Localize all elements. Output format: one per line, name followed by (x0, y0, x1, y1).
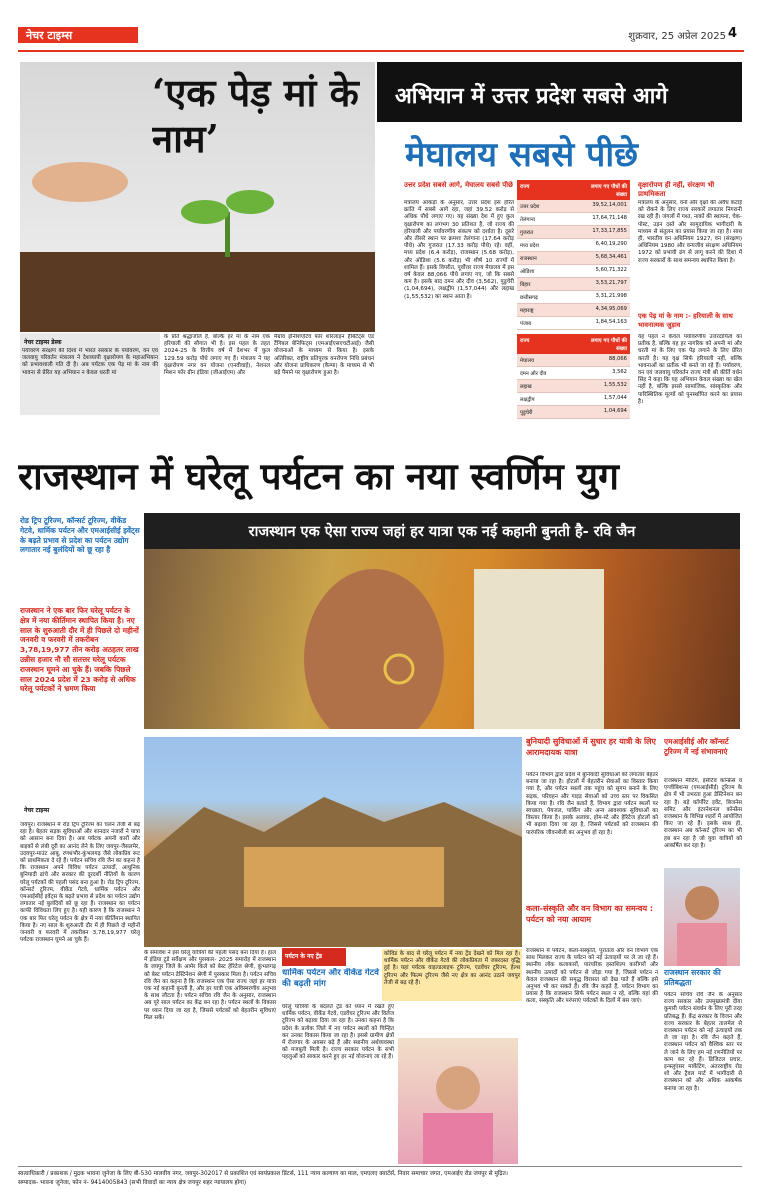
plant-count: 17,64,71,148 (592, 215, 627, 221)
table-row (517, 304, 630, 317)
table-header: राज्य लगाए गए पौधों की संख्या (517, 180, 630, 200)
plantation-table (517, 180, 630, 428)
plant-count: 3,53,21,797 (595, 280, 627, 286)
table-top-rows (517, 200, 630, 330)
table-row (517, 354, 630, 367)
plant-count: 4,34,95,069 (595, 306, 627, 312)
plant-count: 1,57,044 (603, 395, 627, 401)
table-bottom-rows (517, 354, 630, 419)
table-header-bottom: राज्य लगाए गए पौधों की संख्या (517, 334, 630, 354)
story2-gov: पर्यटन सचिव रवि जैन के अनुसार राज्य सरकार और उपमुख्यमंत्री दीया कुमारी पर्यटन संवर्धन के लिए पूरी तरह प्रतिबद्ध हैं। केंद्र सरकार के विजन और राज्य सरकार के बेहतर तालमेल से राजस्थान पर्यटन को नई ऊंचाइयों तक ले जा रहा है। रवि जैन कहते हैं, राजस्थान पर्यटन को वैश्विक स्तर पर ले जाने के लिए हम नई रणनीतियों पर काम कर रहे हैं। डिजिटल प्रचार, इन्फ्लुएंसर मार्केटिंग, अंतरराष्ट्रीय रोड शो और ट्रैवल मार्ट में भागीदारी से राजस्थान को और अधिक आकर्षक बनाया जा रहा है। (664, 992, 742, 1092)
story2-col-c: घरेलू यात्रियों के बदलते ट्रेंड को ध्यान में रखते हुए धार्मिक पर्यटन, वीकेंड गेटवे, एडवेंचर टूरिज्म और विलेज टूरिज्म को बढ़ावा दिया जा रहा है। उनका कहना है कि प्रदेश के प्रत्येक जिले में नए पर्यटन स्थलों को चिन्हित कर उनका विकास किया जा रहा है। इससे ग्रामीण क्षेत्रों में रोजगार के अवसर बढ़े हैं और स्थानीय अर्थव्यवस्था को मजबूती मिली है। राज्य सरकार पर्यटन के सभी पहलुओं को साकार करने हुए हर नई योजनाएं ला रहे हैं। (282, 1004, 394, 1061)
state-name: मेघालय (520, 358, 535, 364)
footer-imprint: स्वत्वाधिकारी / प्रकाशक / मुद्रक भावना जुनेजा के लिए बी-530 मालवीय नगर, जयपुर-302017 से प्रकाशित एवं स्वयंप्रकाश प्रिंटर्स, 111 न्याय कल्याण का माल, एमएलए क्वार्टर्स, निवार समाचार जगत, एमआईए रोड जयपुर से मुद्रित। (18, 1171, 508, 1177)
sub-art: कला-संस्कृति और वन विभाग का समन्वय : पर्यटन को नया आयाम (526, 904, 654, 924)
state-name: पुडुचेरी (520, 410, 533, 416)
footer-editor: सम्पादक- भावना जुनेजा, फोन नं- 9414005843 (सभी विवादों का न्याय क्षेत्र जयपुर शहर न्यायालय होगा) (18, 1180, 247, 1186)
table-row (517, 406, 630, 419)
brand-logo: नेचर टाइम्स (18, 27, 138, 43)
story1-col3: मैंग्रोव इनिशिएटिव फॉर शोरलाइन हैबिटैट्स एंड टैंगिबल बेनिफिट्स (एमआईएसएचटीआई) जैसी योजनाओं के माध्यम से किया है। इसके अतिरिक्त, राष्ट्रीय प्रतिपूरक वनरोपण निधि प्रबंधन और योजना प्राधिकरण (कैम्पा) के माध्यम से भी बड़े पैमाने पर वृक्षारोपण हुआ है। (274, 334, 374, 377)
masthead-rule (18, 50, 744, 52)
headline-ek-ped: ‘एक पेड़ मां के नाम’ (152, 70, 359, 161)
story1-right2: यह पहल न केवल पर्यावरणीय उत्तरदायित्व का प्रतीक है, बल्कि यह हर नागरिक को अपनी मां और धरती मां के लिए एक पेड़ लगाने के लिए प्रेरित करती है। यह वृक्ष सिर्फ हरियाली नहीं, बल्कि भावनाओं का प्रतीक भी बनते जा रहे हैं। पर्यावरण, वन एवं जलवायु परिवर्तन राज्य मंत्री श्री कीर्ति वर्धन सिंह ने कहा कि यह अभियान केवल संख्या का खेल नहीं है, बल्कि इससे सामाजिक, सांस्कृतिक और पारिस्थितिक मूल्यों को पुनर्स्थापित करने का प्रयास है। (638, 334, 742, 405)
byline-2: नेचर टाइम्स (24, 807, 50, 814)
plant-count: 88,066 (608, 356, 627, 362)
table-row (517, 291, 630, 304)
amer-fort-photo (144, 737, 522, 947)
sub-mice: एमआईसीई और कॉन्सर्ट टूरिज्म में नई संभावनाएं (664, 737, 729, 756)
headline-up-aage: अभियान में उत्तर प्रदेश सबसे आगे (377, 62, 742, 122)
plant-count: 1,04,694 (603, 408, 627, 414)
story2-col-b: के समावेश ने इसे घरेलू यात्रियों की पहली पसंद बना दिया है। हाल में इंडिया टुडे सर्वेक्षण और पुरस्कार- 2025 समारोह में राजस्थान के जयपुर जिले के आमेर किले को बेस्ट हेरिटेज श्रेणी, कुंभलगढ़ को बेस्ट पर्यटन डेस्टिनेशन श्रेणी में पुरस्कार मिला है। पर्यटन सचिव रवि जैन का कहना है कि राजस्थान एक ऐसा राज्य जहां हर यात्रा एक नई कहानी बुनती है, और हर यात्री एक अविस्मरणीय अनुभव के साथ लौटता है। पर्यटन सचिव रवि जैन के अनुसार, राजस्थान अब पूरे साल पर्यटन का केंद्र बन रहा है। पर्यटन स्थलों के विकास पर ध्यान दिया जा रहा है, जिससे पर्यटकों को बेहतरीन सुविधाएं मिल सकें। (144, 950, 276, 1021)
state-name: मध्य प्रदेश (520, 243, 539, 249)
state-name: महाराष्ट्र (520, 308, 534, 314)
state-name: ओडिशा (520, 269, 535, 275)
footer (18, 1166, 742, 1196)
table-row (517, 226, 630, 239)
hand (32, 162, 128, 202)
sub-gov: राजस्थान सरकार की प्रतिबद्धता (664, 968, 721, 987)
state-name: दमन और दीव (520, 371, 547, 377)
banner-quote: राजस्थान एक ऐसा राज्य जहां हर यात्रा एक नई कहानी बुनती है- रवि जैन (144, 513, 740, 549)
religious-label: पर्यटन के नए ट्रेंड (282, 948, 346, 966)
plant-count: 3,31,21,998 (595, 293, 627, 299)
story2-infra: पर्यटन विभाग द्वारा प्रदेश में बुनियादी सुविधाओं को लगातार बेहतर बनाया जा रहा है। होटलों में बेहतरीन सेवाओं का विस्तार किया गया है, और पर्यटन स्थलों तक पहुंच को सुगम बनाने के लिए सड़क, परिवहन और गाइड सेवाओं को उच्च स्तर पर विकसित किया गया है। रवि जैन बताते हैं, विभाग द्वारा पर्यटन स्थलों पर स्वच्छता, पेयजल, पार्किंग और अन्य आवश्यक सुविधाओं का विस्तार किया है। इसके अलावा, होम-स्टे और हेरिटेज होटलों को भी बढ़ावा दिया जा रहा है, जिससे पर्यटकों को राजस्थान की पारंपरिक जीवनशैली का अनुभव हो रहा है। (526, 772, 658, 836)
story1-right1: मंत्रालय के अनुसार, वनों और वृक्षों की अवैध कटाई को रोकने के लिए राज्य सरकारें लगातार निगरानी रख रही हैं। जंगलों में गश्त, नाकों की स्थापना, चेक-पोस्ट, उड़न दस्ते और सामुदायिक भागीदारी के माध्यम से संतुलन का प्रयास किया जा रहा है। साथ ही, भारतीय वन अधिनियम 1927, वन (संरक्षण) अधिनियम 1980 और वन्यजीव संरक्षण अधिनियम 1972 को प्रभावी ढंग से लागू करने की दिशा में राज्य सरकारों के साथ समन्वय स्थापित किया है। (638, 200, 742, 264)
plant-count: 3,562 (612, 369, 627, 375)
diya-illustration (398, 1038, 518, 1164)
red-quote: राजस्थान ने एक बार फिर घरेलू पर्यटन के क्षेत्र में नया कीर्तिमान स्थापित किया है। नए साल के शुरुआती दौर में ही पिछले दो महीनों जनवरी व फरवरी में तकरीबन 3,78,19,977 तीन करोड़ अठहतर लाख उन्नीस हजार नौ सौ सतत्तर घरेलू पर्यटक राजस्थान घूमने आ चुके हैं। जबकि पिछले साल 2024 प्रदेश में 23 करोड़ से अधिक घरेलू पर्यटकों ने भ्रमण किया (20, 606, 139, 694)
story2-col-a: जयपुर। राजस्थान में रोड ट्रिप टूरिज्म का चलन तेजी से बढ़ रहा है। बेहतर सड़क सुविधाओं और शानदार नजारों ने यात्रा को आसान बना दिया है। अब पर्यटक अपनी कारों और बाइकों से लंबी दूरी का आनंद लेने के लिए जयपुर-जैसलमेर, उदयपुर-माउंट आबू, रणथंभौर-कुंभलगढ़ जैसे लोकप्रिय रूट को प्राथमिकता दे रहे हैं। पर्यटन सचिव रवि जैन का कहना है कि राजस्थान अपने विविध पर्यटन उत्पादों, आधुनिक बुनियादी ढांचे और सरकार की दूरदर्शी नीतियों के कारण घरेलू पर्यटकों की पहली पसंद बना हुआ है। रोड ट्रिप टूरिज्म, कॉन्सर्ट टूरिज्म, वीकेंड गेटवे, धार्मिक पर्यटन और एमआईसीई इवेंट्स के बढ़ते प्रभाव से प्रदेश का पर्यटन उद्योग लगातार नई बुलंदियों को छू रहा है। राजस्थान का पर्यटन काफी विविधता लिए हुए है। यही कारण है कि राजस्थान ने एक बार फिर घरेलू पर्यटन के क्षेत्र में नया कीर्तिमान स्थापित किया है। नए साल के शुरुआती दौर में ही पिछले दो महीनों जनवरी व फरवरी में तकरीबन 3,78,19,977 घरेलू पर्यटक राजस्थान घूमने आ चुके हैं। (20, 822, 140, 944)
plant-count: 5,68,34,461 (595, 254, 627, 260)
face (304, 569, 444, 729)
sub-infra: बुनियादी सुविधाओं में सुधार हर यात्री के लिए आरामदायक यात्रा (526, 737, 656, 757)
portrait-shirt (677, 923, 727, 966)
portrait-illustration (664, 868, 740, 966)
table-row (517, 393, 630, 406)
state-name: लक्षद्वीप (520, 397, 535, 403)
table-row (517, 252, 630, 265)
story1-col1: पर्यावरण संरक्षण की दिशा में भारत सरकार के पर्यावरण, वन एवं जलवायु परिवर्तन मंत्रालय ने देशव्यापी वृक्षारोपण के महाअभियान को प्रभावशाली गति दी है। अब पर्यटक एक पेड़ मां के नाम की भावना से प्रेरित यह अभियान न केवल धरती मां (22, 348, 158, 376)
covid-box: कोविड के बाद से घरेलू पर्यटन में नया ट्रेंड देखने को मिल रहा है। धार्मिक पर्यटन और वीकेंड गेटवे की लोकप्रियता में जबरदस्त वृद्धि हुई है। यहां पर्यटक वाइल्डलाइफ टूरिज्म, एडवेंचर टूरिज्म, हेल्थ टूरिज्म और फिल्म टूरिज्म जैसे नए क्षेत्र का आनंद उठाने जयपुर तेजी से बढ़ रहे हैं। (382, 949, 522, 1001)
sprout-leaf-left (181, 200, 229, 224)
table-row (517, 317, 630, 330)
headline-rajasthan: राजस्थान में घरेलू पर्यटन का नया स्वर्णिम युग (18, 455, 619, 498)
diya-saree (423, 1113, 493, 1164)
plant-count: 39,52,14,001 (592, 202, 627, 208)
blue-intro: रोड ट्रिप टूरिज्म, कॉन्सर्ट टूरिज्म, वीकेंड गेटवे, धार्मिक पर्यटन और एमआईसीई इवेंट्स के बढ़ते प्रभाव से प्रदेश का पर्यटन उद्योग लगातार नई बुलंदियों को छू रहा है (20, 516, 140, 555)
sub-right1: वृक्षारोपण ही नहीं, संरक्षण भी प्राथमिकता (638, 181, 715, 198)
sprout-stem (225, 212, 230, 257)
fort-illustration (144, 737, 522, 947)
state-name: बिहार (520, 282, 531, 288)
state-name: उत्तर प्रदेश (520, 204, 540, 210)
plant-count: 1,84,54,163 (595, 319, 627, 325)
table-row (517, 239, 630, 252)
plant-count: 17,33,17,855 (592, 228, 627, 234)
plant-count: 1,55,532 (603, 382, 627, 388)
diya-head (436, 1066, 480, 1110)
hero-illustration (144, 549, 740, 729)
sub-right2: एक पेड़ मां के नाम :- हरियाली के साथ भावनात्मक जुड़ाव (638, 312, 733, 329)
table-row (517, 265, 630, 278)
bangles (474, 569, 604, 729)
byline: नेचर टाइम्स डेस्क (24, 339, 62, 346)
state-name: छत्तीसगढ़ (520, 295, 538, 301)
sub-mid: उत्तर प्रदेश सबसे आगे, मेघालय सबसे पीछे (404, 181, 513, 189)
table-row (517, 213, 630, 226)
fort-walls (244, 847, 444, 907)
state-name: तेलंगाना (520, 217, 535, 223)
issue-date: शुक्रवार, 25 अप्रेल 2025 (628, 31, 726, 42)
plant-count: 5,60,71,322 (595, 267, 627, 273)
story1-mid-col: मंत्रालय आंकड़ों के अनुसार, उत्तर प्रदेश इस हरित क्रांति में सबसे आगे रहा, जहां 39.52 करोड़ से अधिक पौधे लगाए गए। यह संख्या देश में हुए कुल वृक्षारोपण का लगभग 30 प्रतिशत है, जो राज्य की हरियाली और पर्यावरणीय संकल्प को दर्शाता है। दूसरे और तीसरे स्थान पर क्रमशः तेलंगाना (17.64 करोड़ पौधे) और गुजरात (17.33 करोड़ पौधे) रहे। वहीं, मध्य प्रदेश (6.4 करोड़), राजस्थान (5.68 करोड़), और ओडिशा (5.6 करोड़) भी शीर्ष 10 राज्यों में शामिल हैं। इसके विपरीत, पूर्वोत्तर राज्य मेघालय में इस वर्ष केवल 88,066 पौधे लगाए गए, जो कि सबसे कम है। इसके बाद दमन और दीव (3,562), पुडुचेरी (1,04,694), लक्षद्वीप (1,57,044) और लद्दाख (1,55,532) का स्थान आता है। (404, 200, 514, 300)
state-name: गुजरात (520, 230, 534, 236)
ravi-jain-photo (664, 868, 740, 966)
story2-mice: राजस्थान मीटिंग, इंसेंटिव कॉन्फ्रेंस व एग्जीबिशन्स (एमआईसीई) टूरिज्म के क्षेत्र में भी उभरता हुआ डेस्टिनेशन बन रहा है। बड़े कॉर्पोरेट इवेंट, बिजनेस समिट और इंटरनेशनल कॉन्फ्रेंस राजस्थान के विभिन्न शहरों में आयोजित किए जा रहे हैं। इसके साथ ही, राजस्थान अब कॉन्सर्ट टूरिज्म का भी हब बन रहा है जो युवा यात्रियों को आकर्षित कर रहा है। (664, 778, 742, 849)
state-name: लद्दाख (520, 384, 532, 390)
state-name: राजस्थान (520, 256, 537, 262)
table-row (517, 367, 630, 380)
headline-meghalaya: मेघालय सबसे पीछे (405, 135, 639, 175)
sprout-leaf-right (226, 190, 274, 214)
state-name: पंजाब (520, 321, 532, 327)
soil (20, 252, 375, 332)
plant-count: 6,40,19,290 (595, 241, 627, 247)
rajasthani-woman-photo (144, 549, 740, 729)
diya-kumari-photo (398, 1038, 518, 1164)
portrait-head (685, 886, 719, 920)
story1-col2: के प्रति श्रद्धांजलि है, बल्कि हर मां के नाम एक हरियाली की सौगात भी है। इस पहल के तहत 2024-25 के वित्तीय वर्ष में देशभर में कुल 129.59 करोड़ पौधे लगाए गए हैं। मंत्रालय ने यह वृक्षारोपण नगर वन योजना (एनवीवाई), नेशनल मिशन फॉर ग्रीन इंडिया (जीआईएम) और (164, 334, 270, 377)
table-row (517, 278, 630, 291)
table-row (517, 380, 630, 393)
page-number: 4 (728, 26, 738, 41)
table-row (517, 200, 630, 213)
religious-head: धार्मिक पर्यटन और वीकेंड गेटवे की बढ़ती मांग (282, 968, 379, 989)
story2-art: राजस्थान में पर्यटन, कला-संस्कृति, पुरातत्व और वन विभाग एक साथ मिलकर राज्य के पर्यटन को नई ऊंचाइयों पर ले जा रहे हैं। स्थानीय लोक कलाकारों, पारंपरिक हस्तशिल्प कारीगरों और स्थानीय उत्पादों को पर्यटन से जोड़ा गया है, जिससे पर्यटन न केवल राजस्थान की समृद्ध विरासत को देख पाते हैं बल्कि इसे अनुभव भी कर सकते हैं। रवि जैन कहते हैं, पर्यटन विभाग का प्रयास है कि राजस्थान सिर्फ पर्यटन स्थल न रहे, बल्कि यहां की कला, संस्कृति और परंपराएं पर्यटकों के दिलों में बस जाएं। (526, 948, 658, 1005)
